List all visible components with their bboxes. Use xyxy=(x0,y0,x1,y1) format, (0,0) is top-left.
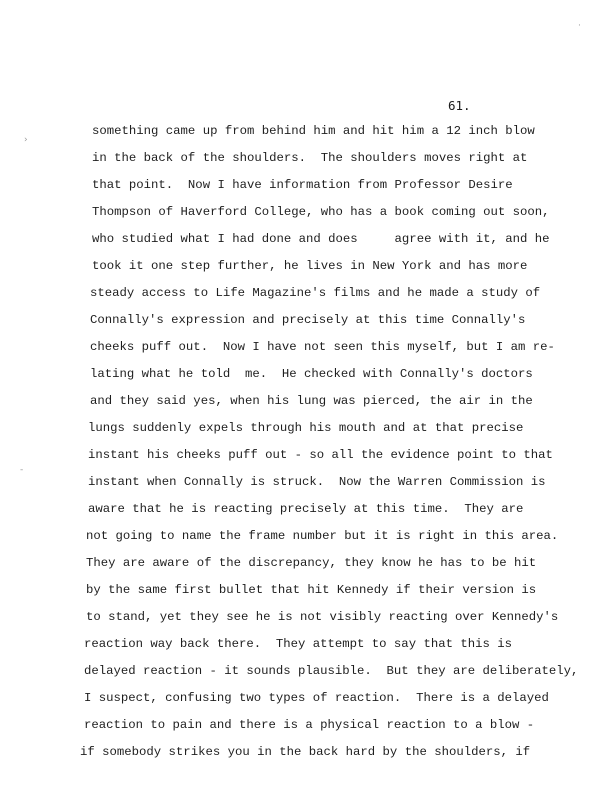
text-line: steady access to Life Magazine's films and he made a study of xyxy=(90,286,541,300)
text-line: delayed reaction - it sounds plausible. But they are deliberately, xyxy=(84,664,579,678)
text-line: I suspect, confusing two types of reaction. There is a delayed xyxy=(84,691,549,705)
text-line: something came up from behind him and hit him a 12 inch blow xyxy=(92,124,535,138)
scan-speck: - xyxy=(20,465,24,475)
text-line: instant his cheeks puff out - so all the evidence point to that xyxy=(88,448,553,462)
page-number: 61. xyxy=(448,98,471,113)
text-line: took it one step further, he lives in New York and has more xyxy=(92,259,528,273)
text-line: Connally's expression and precisely at this time Connally's xyxy=(90,313,526,327)
text-line: if somebody strikes you in the back hard by the shoulders, if xyxy=(80,745,531,759)
text-line: reaction way back there. They attempt to say that this is xyxy=(84,637,513,651)
text-line: They are aware of the discrepancy, they know he has to be hit xyxy=(86,556,537,570)
text-line: by the same first bullet that hit Kennedy if their version is xyxy=(86,583,537,597)
text-line: lating what he told me. He checked with Connally's doctors xyxy=(90,367,533,381)
text-line: reaction to pain and there is a physical reaction to a blow - xyxy=(84,718,535,732)
text-line: Thompson of Haverford College, who has a book coming out soon, xyxy=(92,205,550,219)
text-line: aware that he is reacting precisely at this time. They are xyxy=(88,502,524,516)
text-line: that point. Now I have information from Professor Desire xyxy=(92,178,513,192)
scan-speck: › xyxy=(24,135,28,145)
text-line: in the back of the shoulders. The shoulders moves right at xyxy=(92,151,528,165)
text-line: and they said yes, when his lung was pierced, the air in the xyxy=(90,394,533,408)
text-line: lungs suddenly expels through his mouth and at that precise xyxy=(88,421,524,435)
scan-speck: · xyxy=(578,21,581,31)
text-line: to stand, yet they see he is not visibly reacting over Kennedy's xyxy=(86,610,559,624)
text-line: cheeks puff out. Now I have not seen this myself, but I am re- xyxy=(90,340,555,354)
text-line: who studied what I had done and does agree with it, and he xyxy=(92,232,550,246)
text-line: instant when Connally is struck. Now the Warren Commission is xyxy=(88,475,546,489)
text-line: not going to name the frame number but it is right in this area. xyxy=(86,529,559,543)
